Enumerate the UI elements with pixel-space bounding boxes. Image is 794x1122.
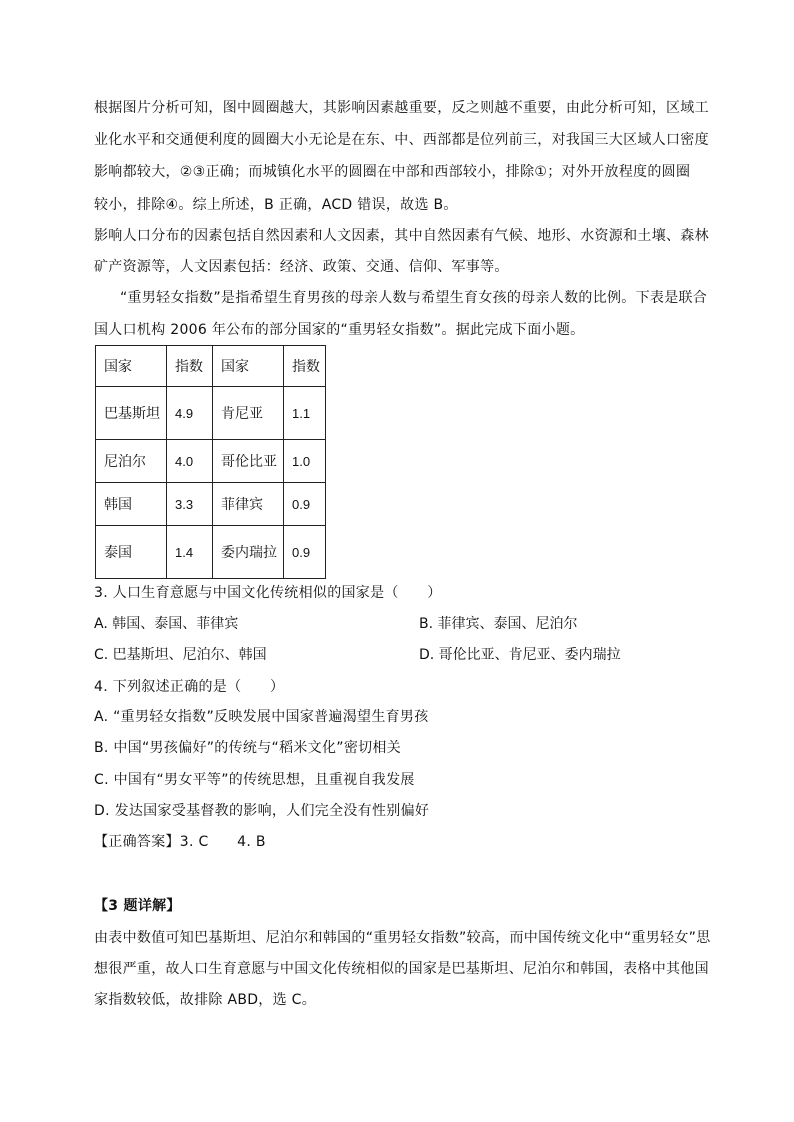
para1-line-4: 较小，排除④。综上所述，B 正确，ACD 错误，故选 B。: [94, 197, 458, 213]
para1-line-2: 业化水平和交通便利度的圆圈大小无论是在东、中、西部都是位列前三，对我国三大区域人口密度: [94, 132, 709, 148]
table-cell-country: 哥伦比亚: [213, 440, 284, 483]
question-3-option-d: D. 哥伦比亚、肯尼亚、委内瑞拉: [419, 647, 621, 663]
table-cell-index: 0.9: [284, 483, 326, 526]
para1-line-3: 影响都较大，②③正确；而城镇化水平的圆圈在中部和西部较小，排除①；对外开放程度的圆圈: [94, 164, 691, 180]
table-row: [96, 387, 326, 440]
answer-key: 【正确答案】3. C 4. B: [94, 834, 266, 850]
question-4-option-b: B. 中国“男孩偏好”的传统与“稻米文化”密切相关: [94, 740, 402, 756]
table-cell-country: 泰国: [96, 526, 167, 579]
table-header-cell: 指数: [167, 346, 213, 387]
table-cell-country: 巴基斯坦: [96, 387, 167, 440]
para2-line-2: 矿产资源等，人文因素包括：经济、政策、交通、信仰、军事等。: [94, 259, 509, 275]
table-header-cell: 国家: [213, 346, 284, 387]
table-row: [96, 440, 326, 483]
detail-line-3: 家指数较低，故排除 ABD，选 C。: [94, 992, 317, 1008]
question-4-stem: 4. 下列叙述正确的是（ ）: [94, 679, 285, 695]
table-header-row: [96, 346, 326, 387]
table-cell-index: 4.9: [167, 387, 213, 440]
detail-title: 【3 题详解】: [94, 898, 181, 914]
table-row: [96, 526, 326, 579]
table-header-cell: 指数: [284, 346, 326, 387]
question-3-option-a: A. 韩国、泰国、菲律宾: [94, 616, 239, 632]
detail-line-2: 想很严重，故人口生育意愿与中国文化传统相似的国家是巴基斯坦、尼泊尔和韩国，表格中其他国: [94, 961, 709, 977]
question-3-option-b: B. 菲律宾、泰国、尼泊尔: [419, 616, 578, 632]
question-4-option-c: C. 中国有“男女平等”的传统思想，且重视自我发展: [94, 772, 415, 788]
table-cell-country: 委内瑞拉: [213, 526, 284, 579]
table-cell-country: 韩国: [96, 483, 167, 526]
question-3-stem: 3. 人口生育意愿与中国文化传统相似的国家是（ ）: [94, 585, 442, 601]
table-header-cell: 国家: [96, 346, 167, 387]
table-cell-index: 1.1: [284, 387, 326, 440]
intro-line-2: 国人口机构 2006 年公布的部分国家的“重男轻女指数”。据此完成下面小题。: [94, 322, 585, 338]
table-cell-country: 肯尼亚: [213, 387, 284, 440]
question-4-option-a: A. “重男轻女指数”反映发展中国家普遍渴望生育男孩: [94, 709, 429, 725]
table-cell-index: 1.4: [167, 526, 213, 579]
table-cell-index: 3.3: [167, 483, 213, 526]
table-cell-country: 菲律宾: [213, 483, 284, 526]
table-cell-index: 4.0: [167, 440, 213, 483]
table-row: [96, 483, 326, 526]
para1-line-1: 根据图片分析可知，图中圆圈越大，其影响因素越重要，反之则越不重要，由此分析可知，区域工: [94, 100, 709, 116]
detail-line-1: 由表中数值可知巴基斯坦、尼泊尔和韩国的“重男轻女指数”较高，而中国传统文化中“重男轻女”思: [94, 930, 711, 946]
preference-index-table: [95, 345, 326, 579]
table-cell-index: 0.9: [284, 526, 326, 579]
para2-line-1: 影响人口分布的因素包括自然因素和人文因素，其中自然因素有气候、地形、水资源和土壤、森林: [94, 228, 709, 244]
question-4-option-d: D. 发达国家受基督教的影响，人们完全没有性别偏好: [94, 803, 430, 819]
table-cell-country: 尼泊尔: [96, 440, 167, 483]
table-cell-index: 1.0: [284, 440, 326, 483]
question-3-option-c: C. 巴基斯坦、尼泊尔、韩国: [94, 647, 267, 663]
intro-line-1: “重男轻女指数”是指希望生育男孩的母亲人数与希望生育女孩的母亲人数的比例。下表是联合: [120, 290, 708, 306]
